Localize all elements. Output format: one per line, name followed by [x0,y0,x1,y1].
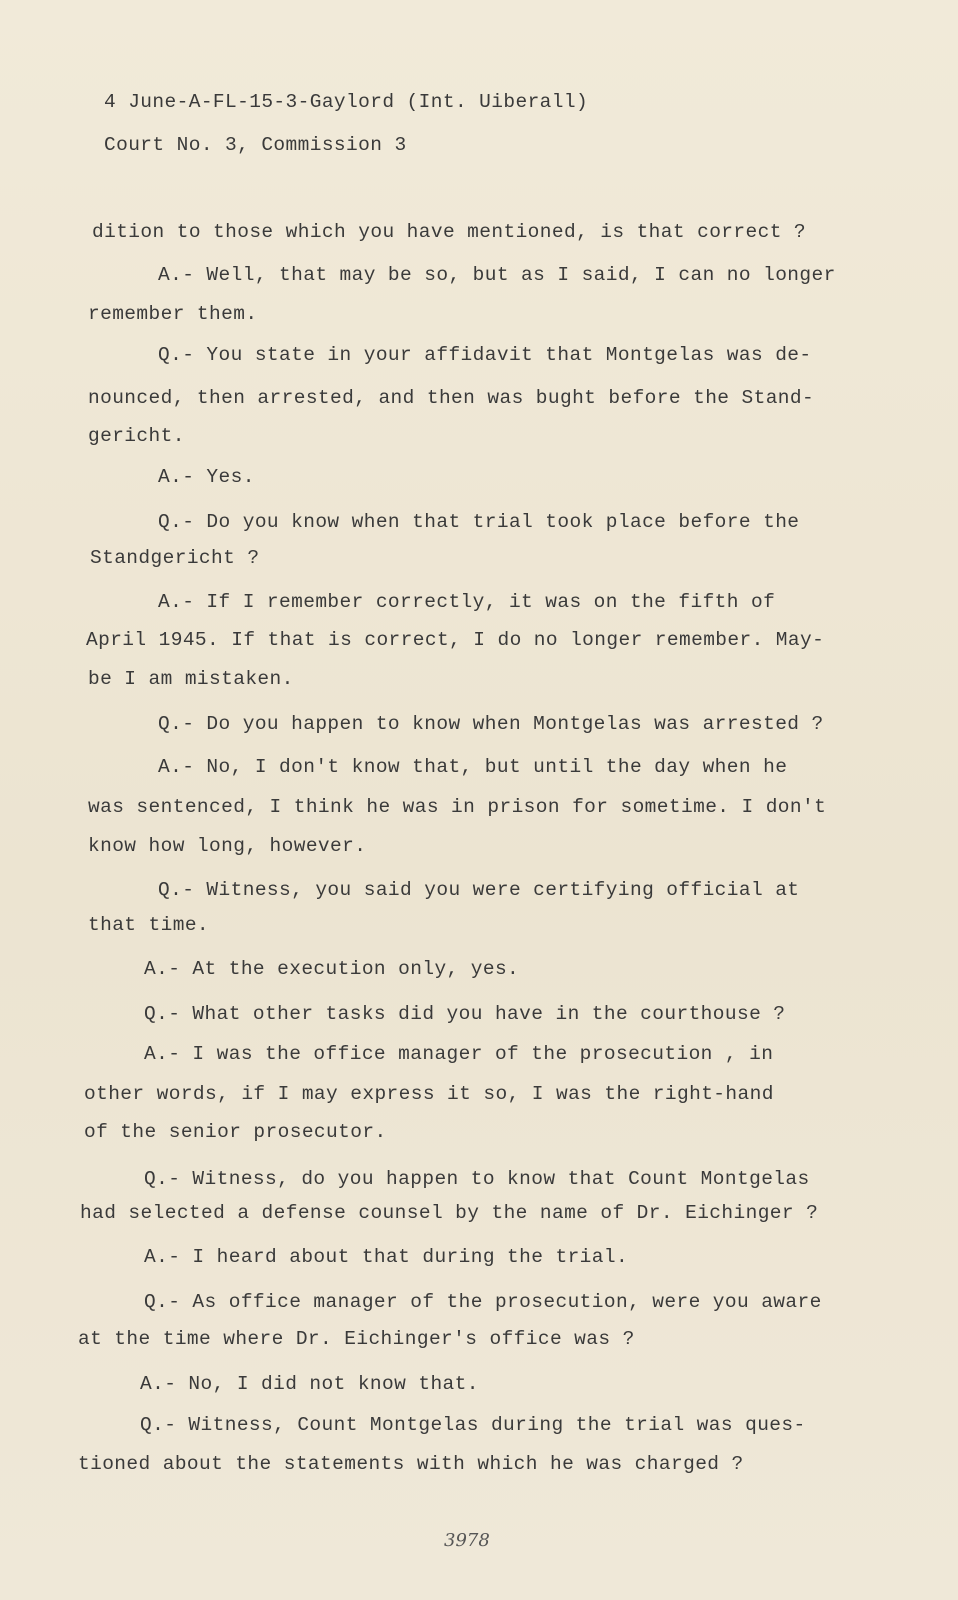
body-line: Q.- Do you know when that trial took place before the [158,511,800,533]
body-line: Q.- Witness, Count Montgelas during the trial was ques- [140,1414,806,1436]
body-line: that time. [88,914,210,936]
body-line: Standgericht ? [90,547,260,569]
header-line-2: Court No. 3, Commission 3 [104,134,407,156]
body-line: tioned about the statements with which he was charged ? [78,1453,744,1475]
body-line: dition to those which you have mentioned, is that correct ? [92,221,807,243]
body-line: A.- Yes. [158,466,255,488]
body-line: of the senior prosecutor. [84,1121,387,1143]
body-line: Q.- As office manager of the prosecution, were you aware [144,1291,822,1313]
header-line-1: 4 June-A-FL-15-3-Gaylord (Int. Uiberall) [104,91,589,113]
page-number: 3978 [444,1530,490,1551]
body-line: A.- At the execution only, yes. [144,958,520,980]
body-line: other words, if I may express it so, I was the right-hand [84,1083,774,1105]
body-line: remember them. [88,303,258,325]
body-line: Q.- Do you happen to know when Montgelas was arrested ? [158,713,824,735]
body-line: A.- I heard about that during the trial. [144,1246,629,1268]
body-line: A.- I was the office manager of the prosecution , in [144,1043,774,1065]
body-line: was sentenced, I think he was in prison for sometime. I don't [88,796,827,818]
body-line: know how long, however. [88,835,367,857]
body-line: be I am mistaken. [88,668,294,690]
body-line: had selected a defense counsel by the name of Dr. Eichinger ? [80,1202,819,1224]
body-line: A.- If I remember correctly, it was on the fifth of [158,591,776,613]
body-line: A.- No, I did not know that. [140,1373,479,1395]
body-line: nounced, then arrested, and then was bught before the Stand- [88,387,815,409]
body-line: A.- Well, that may be so, but as I said, I can no longer [158,264,836,286]
body-line: Q.- Witness, you said you were certifying official at [158,879,800,901]
body-line: gericht. [88,425,185,447]
body-line: A.- No, I don't know that, but until the day when he [158,756,788,778]
body-line: Q.- You state in your affidavit that Montgelas was de- [158,344,812,366]
body-line: Q.- Witness, do you happen to know that Count Montgelas [144,1168,810,1190]
body-line: at the time where Dr. Eichinger's office was ? [78,1328,635,1350]
body-line: Q.- What other tasks did you have in the courthouse ? [144,1003,786,1025]
body-line: April 1945. If that is correct, I do no longer remember. May- [86,629,825,651]
